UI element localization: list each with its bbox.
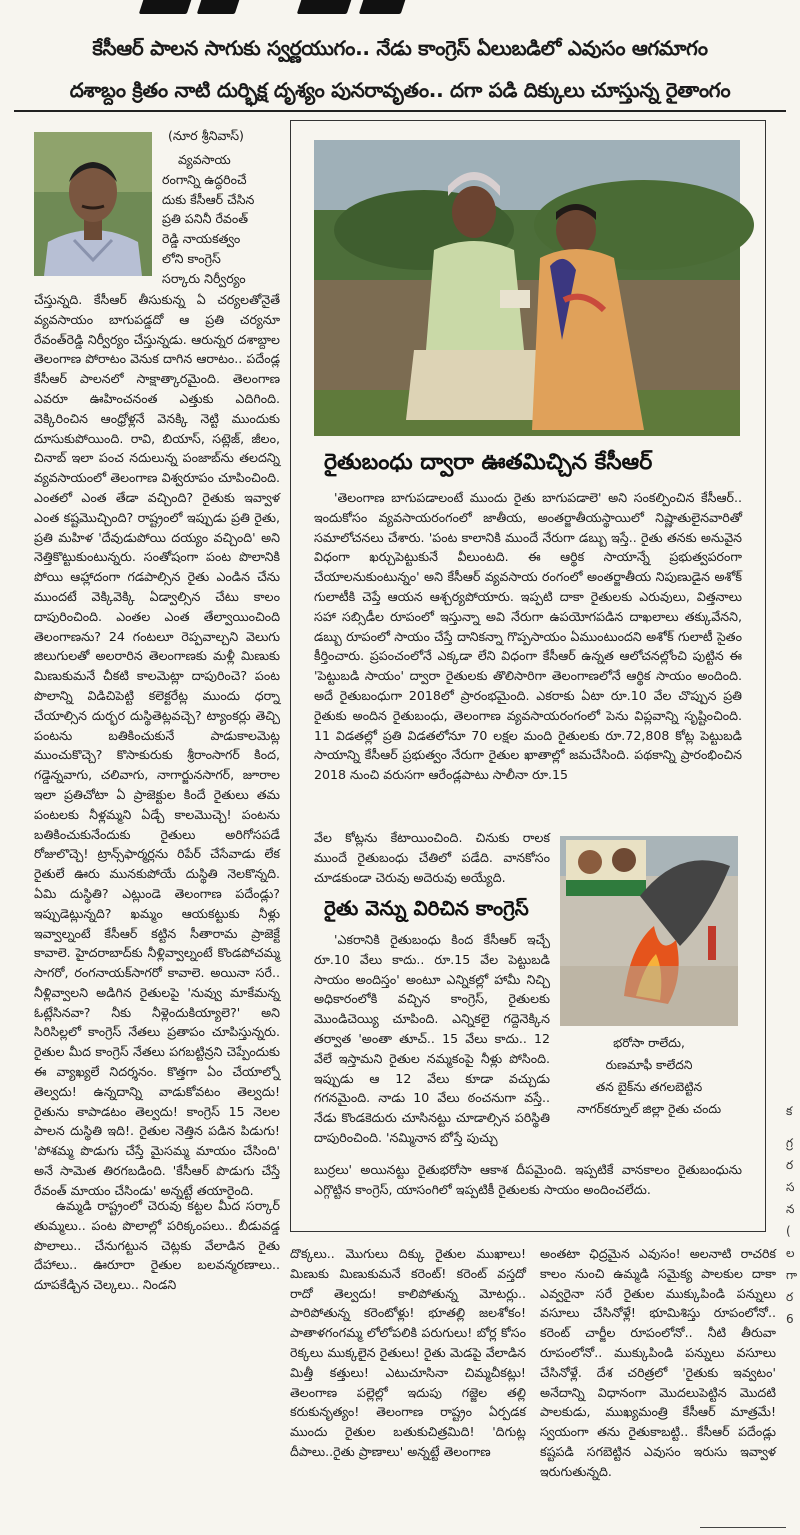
farmers-couple-photo-icon bbox=[314, 140, 740, 436]
left-body-text: చేస్తున్నది. కేసీఆర్ తీసుకున్న ఏ చర్యలతోనైతే వ్యవసాయం బాగుపడ్డదో ఆ ప్రతి చర్యనూ రేవంత్‌రెడ్డి నిర్వీర్యం చేస్తున్నడు. ఆరున్నర దశాబ్దాల తెలంగాణ పోరాటం వెనుక దాగిన ఆరాటం.. పదేండ్ల కేసీఆర్ పాలనలో సాక్షాత్కారమైంది. తెలంగాణ ఎవరూ ఊహించనంత ఎత్తుకు ఎదిగింది. వెక్కిరించిన ఆంధ్రోళ్లనే వెనక్కి నెట్టి ముందుకు దూసుకుపోయింది. రావి, బియాస్, సట్లెజ్, జీలం, చినాబ్ ఇలా పంచ నదులున్న పంజాబ్‌ను తలదన్ని వ్యవసాయంలో తెలంగాణ విశ్వరూపం చూపించింది. ఎంతలో ఎంత తేడా వచ్చింది? రైతుకు ఇవ్వాళ ఎంత కష్టమొచ్చింది? రాష్ట్రంలో ఇప్పుడు ప్రతి రైతు, ప్రతి మహిళ 'దేవుడుపోయి దయ్యం వచ్చింది' అని నెత్తికొట్టుకుంటున్నరు. సంతోషంగా పంట పొలానికి పోయి ఆహ్లాదంగా గడపాల్సిన రైతు ఎండిన చేను ముందటే వెక్కివెక్కి ఏడ్వాల్సిన చేటు కాలం దాపురించింది. ఎంతల ఎంత తేల్వాయించింది తెలంగాణను? 24 గంటలూ రెప్పవాల్చని వెలుగు జిలుగులతో అలరారిన తెలంగాణకు మళ్లీ మిణుకు మిణుకుమనే చీకటి కాలమెట్లా దాపురించె? పంట పొలాన్ని విడిచిపెట్టి కలెక్టరేట్ల ముందు ధర్నా చేయాల్సిన దుర్భర దుస్థితెట్లవచ్చె? ట్యాంకర్లు తెచ్చి పంటను బతికించుకునే పాడుకాలమెట్ల ముంచుకొచ్చె? కొసాకురుకు శ్రీరాంసాగర్ కింద, గడ్డెన్నవాగు, చలివాగు, నాగార్జునసాగర్, జూరాల ఇలా ప్రతిచోటా ఏ ప్రాజెక్టుల కిందే రైతులు తమ పంటలకు నీళ్లమ్మని ఏడ్చే కాలమొచ్చె! పంటను బతికించుకునేందుకు రైతులు అరిగోసపడే రోజులొచ్చె! ట్రాన్స్‌ఫార్మర్లను రిపేర్ చేసేవాడు లేక రైతులే ఊరు మునకుపోయే దుస్థితి నెలకొన్నది. ఏమి దుస్థితి? ఎట్లుండె తెలంగాణ పదేండ్లు? ఇప్పుడెట్లున్నది? ఖమ్మం ఆయకట్టుకు నీళ్లు ఇవ్వాల్నంటే కేసీఆర్ కట్టిన సీతారామ ప్రాజెక్టే కావాలె. హైదరాబాద్‌కు నీళ్లివ్వాల్నంటే కొండపోచమ్మ సాగరో, రంగనాయక్‌సాగరో కావాలె. అయినా సరే.. నీళ్లివ్వాలని అడిగిన రైతులపై 'నువ్వు మాకేమన్న ఓట్లేసినవా? నీకు నీళ్లెందుకియ్యాలె?' అని సిరిసిల్లలో కాంగ్రెస్ నేతలు ప్రతాపం చూపిస్తున్నరు. రైతుల మీద కాంగ్రెస్ నేతలు పగబట్టిన్రని చెప్పేందుకు ఈ వ్యాఖ్యలే నిదర్శనం. కొత్తగా ఏం చేయాల్నో తెల్వదు! ఉన్నదాన్ని వాడుకోవటం తెల్వదు! రైతును కాపాడటం తెల్వదు! కాంగ్రెస్ 15 నెలల పాలన దుస్థితి ఇది!. రైతుల నెత్తిన పడిన పిడుగు! 'పోశమ్మ పొడుగు చేస్తే మైసమ్మ మాయం చేసింది' అనే సామెత తిరగబడింది. 'కేసీఆర్ పొడుగు చేస్తే రేవంత్ మాయం చేసిండు' అన్నట్టే తయారైంది. bbox=[34, 292, 280, 1198]
edge-glyph: న bbox=[786, 1202, 795, 1216]
author-portrait-icon bbox=[34, 132, 152, 276]
bottom-right-text: అంతటా ఛిద్రమైన ఎవుసం! అలనాటి రాచరిక కాలం నుంచి ఉమ్మడి సమైక్య పాలకుల దాకా ఎవ్వరైనా సరే రైతుల ముక్కుపిండి పన్నులు వసూలు చేసినోళ్లే! భూమిశిస్తు రూపంలోనో.. కరెంట్ చార్జీల రూపంలోనో.. నీటి తీరువా రూపంలోనో.. ముక్కుపిండి పన్నులు వసూలు చేసినోళ్లే. దేశ చరిత్రలో 'రైతుకు ఇవ్వటం' అనేదాన్ని విధానంగా మొదలుపెట్టిన మొదటి పాలకుడు, ముఖ్యమంత్రి కేసీఆర్ మాత్రమే! స్వయంగా తను రైతుకాబట్టి.. కేసీఆర్ పదేండ్లు కష్టపడి సగబెట్టిన ఎవుసం ఇరుసు ఇవ్వాళ ఇరుగుతున్నది. bbox=[540, 1246, 776, 1479]
intro-line: రెడ్డి నాయకత్వం bbox=[162, 231, 241, 247]
feature-body-narrow-text: వేల కోట్లను కేటాయించింది. చినుకు రాలక ముందే రైతుబంధు చేతిలో పడేది. వానకోసం చూడకుండా చెరువు అదెరువు అయ్యేది. bbox=[314, 830, 550, 885]
left-column-body-2 bbox=[34, 1196, 280, 1526]
burning-bike-photo-icon bbox=[560, 836, 738, 1026]
edge-glyph: ర bbox=[786, 1290, 794, 1304]
masthead-fragment bbox=[0, 0, 800, 24]
left-body-text-2: ఉమ్మడి రాష్ట్రంలో చెరువు కట్టల మీద సర్కార్ తుమ్మలు.. పంట పొలాల్లో పరిక్కంపలు.. బీడువడ్డ పొలాలు.. చేనుగట్టున చెట్లకు వేలాడిన రైతు దేహాలు.. ఊరూరా రైతుల బలవన్మరణాలు.. దూపకేడ్చిన చెల్కలు.. నిండని bbox=[34, 1198, 280, 1293]
caption-line: తన బైక్‌ను తగలబెట్టిన bbox=[595, 1080, 703, 1094]
feature-body-narrow bbox=[314, 828, 550, 890]
edge-glyph: గ్ర bbox=[786, 1136, 793, 1150]
feature-body2-wide bbox=[314, 1160, 742, 1222]
edge-glyph: స bbox=[786, 1180, 795, 1194]
intro-line: వ్యవసాయ bbox=[178, 152, 231, 167]
edge-glyph: గా bbox=[786, 1268, 798, 1282]
intro-line: రంగాన్ని ఉద్ధరించే bbox=[162, 171, 247, 187]
caption-line: భరోసా రాలేదు, bbox=[613, 1036, 685, 1050]
edge-glyph: క bbox=[786, 1104, 793, 1118]
intro-line: లోని కాంగ్రెస్ bbox=[162, 250, 221, 266]
caption-line: రుణమాఫీ కాలేదని bbox=[605, 1058, 693, 1072]
sub-headline: దశాబ్దం క్రితం నాటి దుర్భిక్ష దృశ్యం పునరావృతం.. దగా పడి దిక్కులు చూస్తున్న రైతాంగం bbox=[69, 78, 731, 102]
feature-body bbox=[314, 488, 742, 828]
adjacent-column-edge bbox=[786, 1100, 800, 1330]
edge-glyph: ర bbox=[786, 1158, 794, 1172]
byline: (నూర శ్రీనివాస్) bbox=[168, 128, 244, 143]
bottom-right-column bbox=[540, 1244, 776, 1524]
feature-title-2: రైతు వెన్ను విరిచిన కాంగ్రెస్ bbox=[324, 896, 529, 920]
feature-title: రైతుబంధు ద్వారా ఊతమిచ్చిన కేసీఆర్ bbox=[324, 450, 653, 475]
feature-body-text: 'తెలంగాణ బాగుపడాలంటే ముందు రైతు బాగుపడాలె' అని సంకల్పించిన కేసీఆర్.. ఇందుకోసం వ్యవసాయరంగంలో జాతీయ, అంతర్జాతీయస్థాయిలో నిష్ణాతులైనవారితో సమాలోచనలు చేశారు. 'పంట కాలానికి ముందే నేరుగా డబ్బు ఇస్తే.. రైతు తనకు అనువైన విధంగా ఖర్చుపెట్టుకునే వీలుంటది. ఈ ఆర్థిక సాయాన్నే ప్రభుత్వపరంగా చేయాలనుకుంటున్నం' అని కేసీఆర్ వ్యవసాయ రంగంలో అంతర్జాతీయ నిపుణుడైన అశోక్ గులాటీకి చెప్తే ఆయన ఆశ్చర్యపోయారు. ఇప్పటి దాకా రైతులకు ఎరువులు, విత్తనాలు సహా సబ్సిడీల రూపంలో ఇస్తున్నా అవి నేరుగా ఉపయోగపడిన దాఖలాలు తక్కువేనని, డబ్బు రూపంలో సాయం చేస్తే దానికన్నా గొప్పసాయం ఏముంటుందని అశోక్ గులాటీ సైతం కీర్తించారు. ప్రపంచంలోనే ఎక్కడా లేని విధంగా కేసీఆర్ ఉన్నత ఆలోచనల్లోంచి పుట్టిన ఈ 'పెట్టుబడి సాయం' ద్వారా రైతులకు తొలిసారిగా తెలంగాణలోనే ఆర్థిక సాయం అందింది. అదే రైతుబంధుగా 2018లో ప్రారంభమైంది. ఎకరాకు ఏటా రూ.10 వేల చొప్పున ప్రతి రైతుకు అందిన రైతుబంధు, తెలంగాణ వ్యవసాయరంగంలో పెను విప్లవాన్ని సృష్టించింది. 11 విడతల్లో ప్రతి విడతలోనూ 70 లక్షల మంది రైతులకు రూ.72,808 కోట్ల పెట్టుబడి సాయాన్ని కేసీఆర్ ప్రభుత్వం నేరుగా రైతుల ఖాతాల్లో జమచేసింది. పథకాన్ని ప్రారంభించిన 2018 నుంచి వరుసగా ఆరేండ్లపాటు సాలీనా రూ.15 bbox=[314, 490, 742, 783]
edge-glyph: ( bbox=[786, 1224, 791, 1238]
feature-body2-narrow-text: 'ఎకరానికి రైతుబంధు కింద కేసీఆర్ ఇచ్చే రూ.10 వేలు కాదు.. రూ.15 వేల పెట్టుబడి సాయం అందిస్తం' అంటూ ఎన్నికల్లో హామీ నిచ్చి అధికారంలోకి వచ్చిన కాంగ్రెస్, రైతులకు మొండిచెయ్యి చూపింది. ఎన్నికలై గద్దెనెక్కిన తర్వాత 'అంతా తూచ్.. 15 వేలు కాదు.. 12 వేలే ఇస్తామని రైతుల నమ్మకంపై నీళ్లు పోసింది. ఇప్పుడు ఆ 12 వేలు కూడా వచ్చుడు గగనమైంది. నాడు 10 వేలు ఠంచనుగా వస్తే.. నేడు కొండకెదురు చూసినట్టు చూడాల్సిన పరిస్థితి దాపురించింది. 'నమ్మినాన బోస్తే పుచ్చు bbox=[314, 932, 550, 1145]
caption-line: నాగర్‌కర్నూల్ జిల్లా రైతు చందు bbox=[576, 1102, 722, 1116]
feature-body2-narrow bbox=[314, 930, 550, 1160]
intro-line: ప్రతి పనినీ రేవంత్ bbox=[162, 211, 249, 227]
intro-line: దుకు కేసీఆర్ చేసిన bbox=[162, 191, 255, 207]
bottom-middle-column bbox=[290, 1244, 526, 1524]
photo-caption bbox=[560, 1032, 738, 1120]
intro-line: సర్కారు నిర్వీర్యం bbox=[162, 270, 246, 286]
main-headline: కేసీఆర్ పాలన సాగుకు స్వర్ణయుగం.. నేడు కాంగ్రెస్ ఏలుబడిలో ఎవుసం ఆగమాగం bbox=[92, 36, 708, 60]
edge-glyph: ల bbox=[786, 1246, 795, 1260]
feature-body2-wide-text: బుర్రలు' అయినట్టు రైతుభరోసా ఆకాశ దీపమైంది. ఇప్పటికే వానకాలం రైతుబంధును ఎగ్గొట్టిన కాంగ్రెస్, యాసంగిలో ఇప్పటికీ రైతులకు సాయం అందించలేదు. bbox=[314, 1162, 742, 1197]
edge-glyph: 6 bbox=[786, 1312, 794, 1326]
bottom-rule bbox=[700, 1527, 786, 1528]
headline-rule bbox=[14, 110, 786, 112]
left-column-body bbox=[34, 290, 280, 1198]
left-intro bbox=[162, 150, 280, 289]
bottom-middle-text: దొక్కలు.. మొగులు దిక్కు రైతుల ముఖాలు! మిణుకు మిణుకుమనే కరెంట్! కరెంట్ వస్తదో రాదో తెల్వదు! కాలిపోతున్న మోటర్లు.. పారిపోతున్న కరెంటోళ్లు! భూతల్లి జలశోకం! పాతాళగంగమ్మ లోలోపలికి పరుగులు! బోర్ల కోసం రెక్కలు ముక్కలైన రైతులు! రైతు మెడపై వేలాడిన మిత్తీ కత్తులు! ఎటుచూసినా చిమ్మచీకట్లు! తెలంగాణ పల్లెల్లో ఇదుపు గజ్జెల తల్లి కరుకునృత్యం! తెలంగాణ రాష్ట్రం ఏర్పడక ముందు రైతుల బతుకుచిత్రమిది! 'దిగుట్ల దీపాలు..రైతు ప్రాణాలు' అన్నట్టే తెలంగాణ bbox=[290, 1246, 526, 1459]
